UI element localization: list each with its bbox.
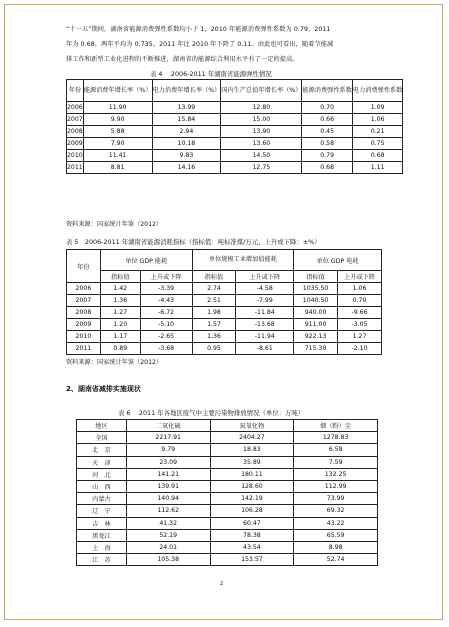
table-row: [77, 541, 378, 553]
table-cell: 1.17: [100, 331, 140, 343]
table-cell: 69.32: [294, 505, 378, 517]
table-cell: 13.60: [221, 138, 302, 150]
table-cell: -5.10: [140, 319, 192, 331]
table-cell: 0.58: [302, 138, 353, 150]
table-row: [77, 529, 378, 541]
table-cell: 0.68: [352, 150, 403, 162]
table-cell: 1.20: [100, 319, 140, 331]
table4-header-power-growth: 电力消费年增长率（%）: [152, 80, 221, 102]
table-cell: 105.38: [126, 554, 210, 566]
table5-group-industry-energy: 单位规模工业增加值能耗: [192, 250, 294, 271]
table-cell: 2010: [67, 150, 84, 162]
table-cell: 1.57: [192, 319, 236, 331]
table6-header-nox: 氮氧化物: [210, 420, 294, 432]
table-cell: 5.88: [83, 126, 152, 138]
table-cell: 1.98: [192, 307, 236, 319]
table-cell: 1278.83: [294, 432, 378, 444]
table-cell: 天 津: [77, 456, 127, 468]
table-cell: 0.45: [302, 126, 353, 138]
table-cell: 15.00: [221, 114, 302, 126]
table-cell: 2404.27: [210, 432, 294, 444]
table-cell: 0.89: [100, 343, 140, 355]
table-cell: 2.51: [192, 295, 236, 307]
intro-line-3: 排工作和新型工业化进程的不断推进，湖南省的能源综合利用水平有了一定的提高。: [66, 56, 299, 63]
table5-header-year: 年份: [67, 250, 101, 283]
table6: [76, 419, 378, 566]
table-cell: 141.21: [126, 468, 210, 480]
table-cell: 9.83: [152, 150, 221, 162]
table4-source: 资料来源：国家统计年鉴（2012）: [66, 221, 163, 228]
table-cell: 上 海: [77, 541, 127, 553]
table-row: [67, 319, 382, 331]
table-cell: 23.09: [126, 456, 210, 468]
table-cell: 52.74: [294, 554, 378, 566]
table-cell: 940.00: [294, 307, 338, 319]
table-cell: 14.16: [152, 162, 221, 174]
table5-caption: 表 5 2006-2011 年湖南省能源消耗指标（指标值：吨标准煤/万元、上升或下降：±%）: [66, 238, 321, 246]
table-cell: -6.72: [140, 307, 192, 319]
table-cell: 153.57: [210, 554, 294, 566]
table-cell: 山 西: [77, 480, 127, 492]
table-cell: -4.43: [140, 295, 192, 307]
table-row: [67, 150, 403, 162]
table-row: [67, 283, 382, 295]
table-cell: 6.58: [294, 444, 378, 456]
table-row: [67, 102, 403, 114]
table-cell: 0.79: [302, 150, 353, 162]
table-cell: 1.09: [352, 102, 403, 114]
table-row: [77, 468, 378, 480]
table-cell: 2009: [67, 319, 101, 331]
table-cell: 14.50: [221, 150, 302, 162]
table5-body: [67, 283, 382, 355]
table6-header-dust: 烟（粉）尘: [294, 420, 378, 432]
table-row: [77, 480, 378, 492]
table-cell: -8.61: [236, 343, 294, 355]
table-cell: 73.99: [294, 493, 378, 505]
table5-sub-header: 上升或下降: [338, 271, 382, 283]
table-cell: 132.25: [294, 468, 378, 480]
table-cell: -11.94: [236, 331, 294, 343]
table-cell: 1.36: [192, 331, 236, 343]
table-cell: -9.66: [338, 307, 382, 319]
table5-sub-header: 上升或下降: [140, 271, 192, 283]
table-cell: 15.84: [152, 114, 221, 126]
intro-line-1: “十一五”期间，湖南省能源消费弹性系数均小于 1，2010 年能源消费弹性系数为 0.79，2011: [66, 26, 331, 33]
table-cell: 65.59: [294, 529, 378, 541]
table-cell: 35.89: [210, 456, 294, 468]
table-cell: 8.98: [294, 541, 378, 553]
table-cell: 0.21: [352, 126, 403, 138]
table-cell: 106.28: [210, 505, 294, 517]
table-row: [77, 493, 378, 505]
table5-sub-header: 指标值: [192, 271, 236, 283]
table-cell: 0.66: [302, 114, 353, 126]
table-cell: 41.32: [126, 517, 210, 529]
table-cell: 7.90: [83, 138, 152, 150]
table-cell: 922.13: [294, 331, 338, 343]
table-row: [67, 114, 403, 126]
table-cell: -3.39: [140, 283, 192, 295]
table-cell: -11.84: [236, 307, 294, 319]
table-cell: 139.91: [126, 480, 210, 492]
table-cell: 52.19: [126, 529, 210, 541]
table-cell: 1.27: [338, 331, 382, 343]
table-cell: 911.00: [294, 319, 338, 331]
table-cell: 7.59: [294, 456, 378, 468]
table-cell: 2007: [67, 114, 84, 126]
table-cell: 2011: [67, 343, 101, 355]
table4-body: [67, 102, 403, 174]
table-row: [67, 162, 403, 174]
table-cell: 13.99: [152, 102, 221, 114]
table-cell: 128.60: [210, 480, 294, 492]
table-cell: 142.19: [210, 493, 294, 505]
table-cell: 黑龙江: [77, 529, 127, 541]
table-cell: 11.90: [83, 102, 152, 114]
table6-header-so2: 二氧化硫: [126, 420, 210, 432]
table-cell: 112.62: [126, 505, 210, 517]
table-cell: 辽 宁: [77, 505, 127, 517]
table-cell: 江 苏: [77, 554, 127, 566]
table-cell: 715.30: [294, 343, 338, 355]
table5-source: 资料来源：国家统计年鉴（2012）: [66, 359, 163, 366]
table-cell: 0.95: [192, 343, 236, 355]
table-row: [67, 331, 382, 343]
table6-body: [77, 432, 378, 566]
table-cell: 140.94: [126, 493, 210, 505]
section-2-heading: 2、湖南省减排实施现状: [66, 385, 141, 393]
table-row: [67, 295, 382, 307]
table5: [66, 249, 382, 355]
table5-group-gdp-power: 单位 GDP 电耗: [294, 250, 382, 271]
table-row: [77, 554, 378, 566]
table-cell: 2011: [67, 162, 84, 174]
table-cell: 2008: [67, 307, 101, 319]
table-cell: 13.90: [221, 126, 302, 138]
table-cell: -7.99: [236, 295, 294, 307]
table-row: [77, 456, 378, 468]
table-cell: 0.70: [302, 102, 353, 114]
table-cell: 1035.50: [294, 283, 338, 295]
table-cell: -2.65: [140, 331, 192, 343]
table-cell: -4.58: [236, 283, 294, 295]
table5-sub-header: 上升或下降: [236, 271, 294, 283]
table-cell: 78.38: [210, 529, 294, 541]
table4: [66, 79, 403, 174]
table-cell: 9.90: [83, 114, 152, 126]
table-cell: 河 北: [77, 468, 127, 480]
table-cell: 12.75: [221, 162, 302, 174]
table-cell: 0.70: [338, 295, 382, 307]
table-cell: 18.83: [210, 444, 294, 456]
table-cell: 0.75: [352, 138, 403, 150]
table5-group-gdp-energy: 单位 GDP 能耗: [100, 250, 192, 271]
table-cell: 2009: [67, 138, 84, 150]
table-cell: 2.94: [152, 126, 221, 138]
table-row: [77, 505, 378, 517]
table-cell: 1.11: [352, 162, 403, 174]
table-cell: 2008: [67, 126, 84, 138]
table-cell: 1.06: [352, 114, 403, 126]
table-row: [67, 126, 403, 138]
table-cell: 吉 林: [77, 517, 127, 529]
table-cell: 8.81: [83, 162, 152, 174]
table-row: [67, 307, 382, 319]
table5-sub-header: 指标值: [294, 271, 338, 283]
page-number: 2: [220, 581, 224, 587]
table-cell: 180.11: [210, 468, 294, 480]
table-cell: -3.05: [338, 319, 382, 331]
table-cell: 60.47: [210, 517, 294, 529]
table-row: [77, 444, 378, 456]
table-cell: 1.27: [100, 307, 140, 319]
table-cell: 内蒙古: [77, 493, 127, 505]
table4-header-gdp-growth: 国内生产总值年增长率（%）: [221, 80, 302, 102]
table5-sub-header: 指标值: [100, 271, 140, 283]
table-cell: 2006: [67, 283, 101, 295]
table-cell: 2007: [67, 295, 101, 307]
table4-header-year: 年份: [67, 80, 84, 102]
table-cell: 11.41: [83, 150, 152, 162]
table-row: [67, 138, 403, 150]
intro-line-2: 年为 0.68，两年平均为 0.735，2011 年比 2010 年下降了 0.11。由此也可看出，随着节能减: [66, 41, 334, 48]
table-cell: 1.42: [100, 283, 140, 295]
table-cell: 12.80: [221, 102, 302, 114]
table-cell: 北 京: [77, 444, 127, 456]
table4-caption: 表 4 2006-2011 年湖南省能源弹性情况: [150, 70, 272, 78]
table-cell: 112.99: [294, 480, 378, 492]
table4-header-power-elasticity: 电力消费弹性系数: [352, 80, 403, 102]
table-cell: 1.06: [338, 283, 382, 295]
table-cell: 43.22: [294, 517, 378, 529]
table-cell: 1040.50: [294, 295, 338, 307]
table6-header-region: 地区: [77, 420, 127, 432]
table-cell: 全国: [77, 432, 127, 444]
table-cell: 1.36: [100, 295, 140, 307]
table4-header-energy-elasticity: 能源消费弹性系数: [302, 80, 353, 102]
table-cell: 10.18: [152, 138, 221, 150]
table-cell: -2.10: [338, 343, 382, 355]
table-cell: 43.54: [210, 541, 294, 553]
table-cell: -13.68: [236, 319, 294, 331]
table-cell: 24.01: [126, 541, 210, 553]
intro-paragraph: [66, 22, 406, 67]
table4-header-energy-growth: 能源消费年增长率（%）: [83, 80, 152, 102]
table-cell: 2217.91: [126, 432, 210, 444]
table-row: [77, 517, 378, 529]
table6-caption: 表 6 2011 年各地区废气中主要污染物排放情况（单位：万吨）: [118, 409, 305, 417]
table-row: [67, 343, 382, 355]
table-cell: 2.74: [192, 283, 236, 295]
table-cell: 2006: [67, 102, 84, 114]
table-cell: -3.68: [140, 343, 192, 355]
table-row: [77, 432, 378, 444]
table-cell: 2010: [67, 331, 101, 343]
table-cell: 0.68: [302, 162, 353, 174]
table-cell: 9.79: [126, 444, 210, 456]
